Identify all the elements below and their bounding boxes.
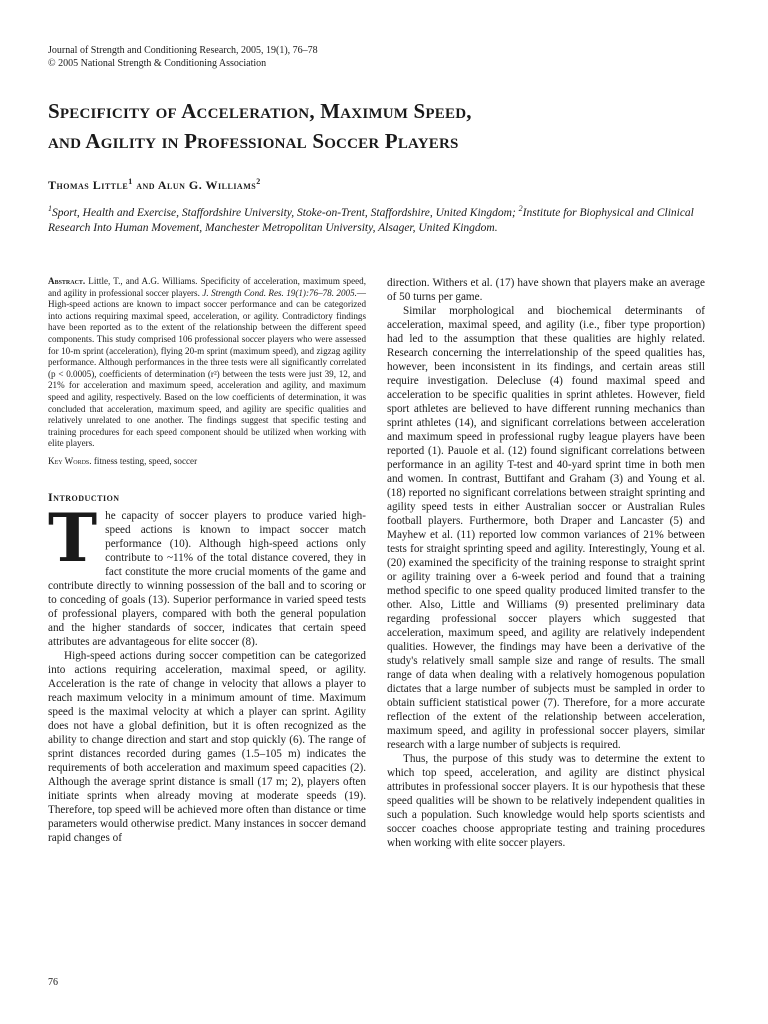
intro-paragraph-2-continued: direction. Withers et al. (17) have shown that players make an average of 50 turns per game. bbox=[387, 277, 705, 303]
abstract-citation-journal: J. Strength Cond. Res. 19(1):76–78. 2005. bbox=[202, 287, 357, 298]
affil-1-marker: 1 bbox=[48, 204, 52, 213]
intro-paragraph-1-text: he capacity of soccer players to produce varied high-speed actions is known to impact soccer match performance (10). Although high-speed actions only contribute to ~11% of the total distance covered, they in fact constitute the more crucial moments of the game and contribute directly to winning possession of the ball and to scoring or to conceding of goals (13). Superior performance in varied speed tests of professional players, compared with both the general population and the higher standards of soccer, indicates that certain speed attributes are advantageous for elite soccer (8). bbox=[48, 509, 366, 648]
author-1-affil-marker: 1 bbox=[128, 177, 133, 186]
keywords-text: fitness testing, speed, soccer bbox=[91, 455, 198, 466]
page-number: 76 bbox=[48, 977, 58, 988]
drop-cap: T bbox=[48, 498, 98, 577]
abstract bbox=[48, 276, 366, 450]
affil-1-text: Sport, Health and Exercise, Staffordshire University, Stoke-on-Trent, Staffordshire, United Kingdom; bbox=[52, 206, 519, 219]
keywords-label: Key Words. bbox=[48, 455, 92, 466]
left-column bbox=[48, 276, 366, 845]
abstract-label: Abstract. bbox=[48, 276, 86, 286]
title-line-2: and Agility in Professional Soccer Players bbox=[48, 129, 459, 153]
right-column bbox=[387, 276, 705, 850]
keywords bbox=[48, 456, 366, 468]
section-heading-introduction: Introduction bbox=[48, 489, 120, 504]
journal-copyright: © 2005 National Strength & Conditioning Association bbox=[48, 58, 267, 69]
intro-paragraph-4: Thus, the purpose of this study was to determine the extent to which top speed, acceleration, and agility are distinct physical attributes in professional soccer players. It is our hypothesis that these speed qualities will be shown to be relatively independent qualities in such a population. Such knowledge would help sports scientists and soccer coaches choose appropriate testing and training procedures when working with elite soccer players. bbox=[387, 753, 705, 849]
title-line-1: Specificity of Acceleration, Maximum Speed, bbox=[48, 99, 472, 123]
affil-2-text: Institute for Biophysical and Clinical Research Into Human Movement, Manchester Metropolitan University, Alsager, United Kingdom. bbox=[48, 206, 694, 234]
abstract-citation: Little, T., and A.G. Williams. Specificity of acceleration, maximum speed, and agility in professional soccer players. bbox=[48, 276, 366, 298]
affil-2-marker: 2 bbox=[518, 204, 523, 213]
author-list bbox=[48, 177, 261, 193]
author-conjunction: and bbox=[132, 178, 158, 192]
intro-paragraph-3: Similar morphological and biochemical determinants of acceleration, maximal speed, and agility (i.e., fiber type proportion) had led to the assumption that these qualities are highly related. Research concerning the interrelationship of the speed qualities has, however, been inconsistent in its findings, and certain areas still require investigation. Delecluse (4) found maximal speed and acceleration to be specific qualities in sprint athletes. However, field sport athletes are believed to have different running mechanics than sprint athletes (14), and significant correlations between acceleration and maximum speed in professional rugby league players have been reported (1). Pauole et al. (12) found significant correlations between performance in an agility T-test and 40-yard sprint time in both men and women. In contrast, Buttifant and Graham (3) and Young et al. (18) reported no significant correlations between straight sprinting and agility speed tests in either Australian soccer or Australian Rules football players. Furthermore, both Draper and Lancaster (5) and Mayhew et al. (11) reported low common variances of 21% between tests for straight sprinting speed and agility. Interestingly, Young et al. (20) examined the specificity of the training response to straight sprint or agility training over a 6-week period and found that a training method specific to one speed quality produced limited transfer to the other. Also, Little and Williams (9) presented preliminary data regarding professional soccer players which suggested that acceleration, maximum speed, and agility are relatively independent qualities. However, the findings may have been a derivative of the study's relatively small sample size and range of results. The small range of data when dealing with a relatively homogenous population dictates that a large number of subjects must be sampled in order to obtain sufficient statistical power (7). Therefore, for a more accurate reflection of the extent of the relationship between acceleration, maximum speed, and agility in professional soccer players, similar research with a large number of subjects is required. bbox=[387, 305, 705, 751]
abstract-text: —High-speed actions are known to impact soccer performance and can be categorized into actions requiring maximal speed, acceleration, or agility. Contradictory findings have been reported as to the extent of the relationship between the different speed components. This study comprised 106 professional soccer players who were assessed for 10-m sprint (acceleration), flying 20-m sprint (maximum speed), and zigzag agility performance. Although performances in the three tests were all significantly correlated (p < 0.0005), coefficients of determination (r²) between the tests were just 39, 12, and 21% for acceleration and maximum speed, acceleration and agility, and maximum speed and agility, respectively. Based on the low coefficients of determination, it was concluded that acceleration, maximum speed, and agility are specific qualities and relatively unrelated to one another. The findings suggest that specific testing and training procedures for each speed component should be utilized when working with elite players. bbox=[48, 287, 366, 449]
article-title bbox=[48, 96, 728, 156]
intro-paragraph-1 bbox=[48, 498, 366, 649]
author-2: Alun G. Williams bbox=[157, 178, 257, 192]
author-1: Thomas Little bbox=[48, 178, 129, 192]
journal-header bbox=[48, 44, 318, 70]
intro-paragraph-2: High-speed actions during soccer competition can be categorized into actions requiring acceleration, maximal speed, or agility. Acceleration is the rate of change in velocity that allows a player to reach maximum velocity in a minimum amount of time. Maximum speed is the maximal velocity at which a player can sprint. Agility does not have a global definition, but it is often recognized as the ability to change direction and start and stop quickly (6). The range of sprint distances recorded during games (1.5–105 m) indicates the requirements of both acceleration and maximum speed capacities (2). Although the average sprint distance is small (17 m; 2), players often initiate sprints when already moving at moderate speeds (19). Therefore, top speed will be achieved more often than distance or time parameters would otherwise predict. Many instances in soccer demand rapid changes of bbox=[48, 649, 366, 844]
journal-citation: Journal of Strength and Conditioning Research, 2005, 19(1), 76–78 bbox=[48, 45, 318, 56]
author-2-affil-marker: 2 bbox=[256, 177, 261, 186]
affiliations bbox=[48, 201, 738, 236]
